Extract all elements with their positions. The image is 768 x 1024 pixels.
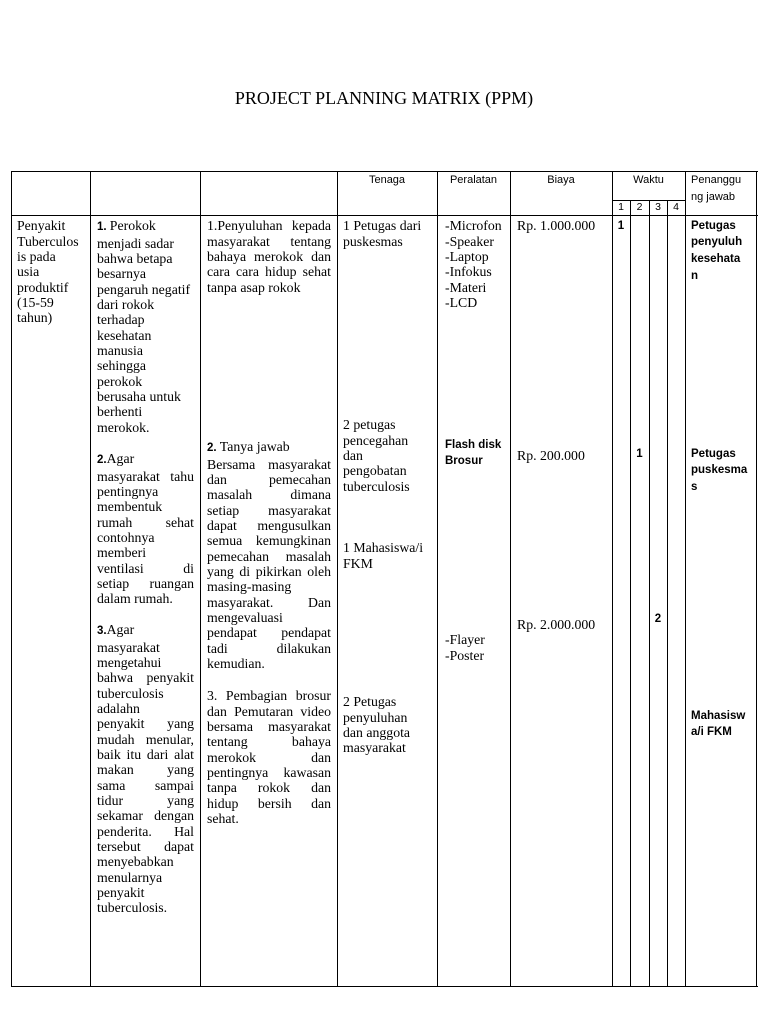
penanggung-jawab-line-text: s — [691, 481, 698, 494]
activity-line-text: tanpa asap rokok — [207, 279, 301, 295]
objective-line — [97, 297, 194, 312]
activity-line-text: bersama masyarakat — [207, 718, 331, 734]
peralatan-line-text: -Laptop — [445, 248, 489, 264]
objective-line-text: setiap ruangan — [97, 576, 194, 592]
header-tenaga: Tenaga — [368, 173, 406, 186]
objective-line — [97, 374, 194, 389]
objective-line-text: bahwa penyakit — [97, 670, 194, 686]
activity-line-text: masyarakat. Dan — [207, 594, 331, 610]
objective-line — [97, 716, 194, 731]
tenaga-line-text: pengobatan — [343, 463, 407, 479]
objective-1 — [97, 218, 194, 435]
peralatan-line-text: -Flayer — [445, 632, 485, 648]
penanggung-jawab-line-text: kesehata — [691, 253, 741, 266]
objective-line — [97, 900, 194, 915]
penanggung-jawab-3 — [691, 708, 755, 742]
objective-line-text: contohnya — [97, 530, 155, 546]
penanggung-jawab-line — [691, 462, 755, 479]
tenaga-line-text: masyarakat — [343, 740, 406, 756]
activity-line — [207, 249, 331, 264]
penanggung-jawab-line-text: Petugas — [691, 447, 736, 460]
biaya-2: Rp. 200.000 — [517, 448, 585, 464]
activity-line-text: mengevaluasi — [207, 610, 283, 626]
peralatan-line-text: -LCD — [445, 295, 478, 311]
tenaga-line — [343, 479, 433, 494]
column-border — [337, 171, 338, 987]
activity-line-text: setiap masyarakat — [207, 502, 331, 518]
objective-line — [97, 343, 194, 358]
waktu-period-3: 3 — [655, 201, 661, 213]
objective-line — [97, 484, 194, 499]
waktu-mark: 1 — [617, 219, 625, 232]
activity-line — [207, 595, 331, 610]
problem-line-text: (15-59 — [17, 295, 54, 311]
activity-line — [207, 472, 331, 487]
objective-line — [97, 808, 194, 823]
penanggung-jawab-line-text: Petugas — [691, 219, 736, 232]
activity-line-text: Bersama masyarakat — [207, 456, 331, 472]
objective-line-text: baik itu dari alat — [97, 747, 194, 763]
item-number: 2. — [97, 454, 107, 467]
penanggung-jawab-line — [691, 708, 755, 725]
problem-line-text: is pada — [17, 248, 56, 264]
objective-line-text: sama sampai — [97, 777, 194, 793]
objective-line-text: berusaha untuk — [97, 389, 181, 405]
activity-line — [207, 610, 331, 625]
activity-line-text: masyarakat tentang — [207, 233, 331, 249]
objective-line-text: Agar — [106, 622, 135, 638]
column-border — [756, 171, 757, 987]
problem-line-text: Tuberculos — [17, 233, 79, 249]
objective-line-text: bahwa betapa — [97, 250, 173, 266]
activity-line — [207, 503, 331, 518]
penanggung-jawab-line — [691, 446, 755, 463]
objective-line — [97, 655, 194, 670]
activity-line-text: bahaya merokok dan — [207, 248, 331, 264]
objective-line-text: terhadap — [97, 312, 145, 328]
peralatan-line-text: -Infokus — [445, 264, 492, 280]
activity-line — [207, 625, 331, 640]
objective-line — [97, 591, 194, 606]
peralatan-2 — [445, 437, 507, 471]
activity-3 — [207, 688, 331, 826]
objective-line-text: dalam rumah. — [97, 591, 173, 607]
column-border — [685, 171, 686, 987]
objective-line — [97, 545, 194, 560]
penanggung-jawab-line — [691, 479, 755, 496]
objective-line-text: merokok. — [97, 419, 150, 435]
objective-2 — [97, 451, 194, 606]
activity-line-text: Tanya jawab — [219, 439, 290, 455]
objective-line — [97, 839, 194, 854]
tenaga-line — [343, 740, 433, 755]
biaya-3: Rp. 2.000.000 — [517, 617, 596, 633]
tenaga-line — [343, 234, 433, 249]
activity-line-text: dapat mengusulkan — [207, 518, 331, 534]
waktu-period-4: 4 — [673, 201, 679, 213]
tenaga-line-text: pencegahan — [343, 432, 409, 448]
activity-line — [207, 533, 331, 548]
objective-line — [97, 622, 194, 639]
activity-line-text: cara cara hidup sehat — [207, 264, 331, 280]
problem-line-text: produktif — [17, 279, 69, 295]
objective-3 — [97, 622, 194, 916]
activity-line-text: 1.Penyuluhan kepada — [207, 218, 331, 234]
peralatan-line — [445, 249, 507, 264]
peralatan-3 — [445, 632, 507, 663]
activity-line — [207, 765, 331, 780]
penanggung-jawab-line-text: n — [691, 269, 699, 282]
objective-line-text: menjadi sadar — [97, 235, 175, 251]
tenaga-line-text: 1 Petugas dari — [343, 218, 422, 234]
objective-line-text: besarnya — [97, 266, 147, 282]
objective-line-text: tidur yang — [97, 793, 194, 809]
activity-line-text: tadi dilakukan — [207, 640, 331, 656]
tenaga-line — [343, 433, 433, 448]
objective-line-text: pengaruh negatif — [97, 281, 191, 297]
activity-line-text: hidup bersih dan — [207, 795, 331, 811]
column-border — [612, 171, 613, 987]
peralatan-line-text: -Microfon — [445, 218, 502, 234]
peralatan-line — [445, 295, 507, 310]
objective-line — [97, 762, 194, 777]
tenaga-4 — [343, 694, 433, 755]
activity-line-text: semua kemungkinan — [207, 533, 331, 549]
penanggung-jawab-line — [691, 234, 755, 251]
problem-line — [17, 249, 87, 264]
peralatan-line — [445, 437, 507, 454]
activity-line — [207, 704, 331, 719]
problem-line — [17, 264, 87, 279]
objective-line-text: Agar — [106, 451, 135, 467]
header-penanggung-jawab — [691, 172, 741, 206]
objective-line — [97, 885, 194, 900]
peralatan-line-text: Brosur — [445, 455, 483, 468]
item-number: 1. — [97, 221, 110, 234]
objective-line-text: sehingga — [97, 358, 147, 374]
activity-line — [207, 439, 331, 456]
tenaga-2 — [343, 417, 433, 494]
objective-line — [97, 282, 194, 297]
activity-line-text: tentang bahaya — [207, 734, 331, 750]
objective-line-text: membentuk — [97, 499, 163, 515]
tenaga-line-text: 2 petugas — [343, 417, 396, 433]
waktu-period-2: 2 — [636, 201, 643, 213]
objective-line — [97, 312, 194, 327]
objective-line-text: Perokok — [109, 218, 156, 234]
item-number: 3. — [97, 625, 107, 638]
tenaga-line-text: 2 Petugas — [343, 694, 397, 710]
tenaga-line — [343, 463, 433, 478]
activity-line-text: pemecahan masalah — [207, 548, 331, 564]
activity-line — [207, 218, 331, 233]
activity-2 — [207, 439, 331, 671]
column-border — [11, 171, 12, 987]
header-waktu: Waktu — [633, 173, 664, 186]
activity-line — [207, 518, 331, 533]
objective-line — [97, 686, 194, 701]
activity-line-text: kemudian. — [207, 656, 265, 672]
peralatan-line — [445, 453, 507, 470]
document-title: PROJECT PLANNING MATRIX (PPM) — [234, 88, 534, 108]
objective-line-text: menyebabkan — [97, 854, 174, 870]
waktu-mark: 2 — [654, 612, 662, 625]
penanggung-jawab-line-text: a/i FKM — [691, 726, 732, 739]
objective-line — [97, 358, 194, 373]
objective-line-text: penyakit yang — [97, 716, 194, 732]
header-bottom-border — [11, 215, 758, 216]
objective-line-text: penderita. Hal — [97, 823, 194, 839]
tenaga-line — [343, 694, 433, 709]
tenaga-1 — [343, 218, 433, 249]
objective-line-text: sekamar dengan — [97, 808, 194, 824]
activity-line — [207, 780, 331, 795]
objective-line-text: dari rokok — [97, 297, 155, 313]
activity-line — [207, 457, 331, 472]
activity-line — [207, 750, 331, 765]
activity-line — [207, 796, 331, 811]
objective-line-text: makan yang — [97, 762, 194, 778]
activity-line — [207, 719, 331, 734]
objective-line — [97, 640, 194, 655]
peralatan-line-text: -Poster — [445, 647, 485, 663]
peralatan-1 — [445, 218, 507, 310]
peralatan-line — [445, 648, 507, 663]
period-border — [630, 200, 631, 987]
problem-line — [17, 310, 87, 325]
objective-line — [97, 670, 194, 685]
column-border — [90, 171, 91, 987]
penanggung-jawab-line-text: Mahasisw — [691, 709, 746, 722]
penanggung-jawab-1 — [691, 218, 755, 285]
biaya-1: Rp. 1.000.000 — [517, 218, 596, 234]
problem-line — [17, 218, 87, 233]
penanggung-jawab-line-text: penyuluh — [691, 236, 743, 249]
problem-line — [17, 295, 87, 310]
tenaga-line-text: dan — [343, 447, 363, 463]
activity-line — [207, 280, 331, 295]
activity-line — [207, 234, 331, 249]
table-bottom-border — [11, 986, 758, 987]
peralatan-line — [445, 218, 507, 233]
objective-line — [97, 218, 194, 235]
objective-line — [97, 328, 194, 343]
activity-line — [207, 564, 331, 579]
tenaga-line — [343, 417, 433, 432]
objective-line-text: penyakit — [97, 885, 145, 901]
period-border — [667, 200, 668, 987]
tenaga-line — [343, 448, 433, 463]
objective-line-text: kesehatan — [97, 327, 152, 343]
item-number: 2. — [207, 442, 220, 455]
tenaga-line-text: penyuluhan — [343, 709, 408, 725]
tenaga-line-text: 1 Mahasiswa/i — [343, 540, 424, 556]
activity-line-text: merokok dan — [207, 749, 331, 765]
waktu-period-1: 1 — [618, 201, 624, 213]
tenaga-line-text: puskesmas — [343, 233, 403, 249]
activity-line — [207, 579, 331, 594]
objective-line-text: tuberculosis. — [97, 900, 168, 916]
activity-line-text: pentingnya kawasan — [207, 765, 331, 781]
column-border — [200, 171, 201, 987]
activity-line — [207, 811, 331, 826]
objective-line — [97, 251, 194, 266]
tenaga-line-text: tuberculosis — [343, 478, 410, 494]
activity-line-text: tanpa rokok dan — [207, 780, 331, 796]
objective-line — [97, 389, 194, 404]
peralatan-line — [445, 264, 507, 279]
objective-line-text: adalahn — [97, 701, 140, 717]
objective-line-text: berhenti — [97, 404, 143, 420]
header-peralatan: Peralatan — [449, 173, 498, 186]
activity-line — [207, 264, 331, 279]
objective-line — [97, 576, 194, 591]
header-penanggung-jawab-line: ng jawab — [691, 190, 736, 203]
tenaga-line — [343, 725, 433, 740]
problem-line-text: tahun) — [17, 310, 53, 326]
objective-line — [97, 732, 194, 747]
objective-line-text: mengetahui — [97, 654, 162, 670]
tenaga-line — [343, 556, 433, 571]
penanggung-jawab-2 — [691, 446, 755, 496]
header-penanggung-jawab-line: Penanggu — [691, 173, 742, 186]
activity-line-text: masalah dimana — [207, 487, 331, 503]
objective-line-text: perokok — [97, 373, 143, 389]
objective-line-text: ventilasi di — [97, 560, 194, 576]
activity-line — [207, 487, 331, 502]
activity-line-text: pendapat pendapat — [207, 625, 331, 641]
objective-line — [97, 515, 194, 530]
objective-line — [97, 236, 194, 251]
objective-line-text: pentingnya — [97, 483, 159, 499]
waktu-mark: 1 — [636, 447, 643, 460]
activity-line — [207, 734, 331, 749]
activity-line-text: sehat. — [207, 811, 239, 827]
objective-line — [97, 469, 194, 484]
objective-line-text: manusia — [97, 343, 143, 359]
tenaga-3 — [343, 540, 433, 571]
penanggung-jawab-line — [691, 251, 755, 268]
peralatan-line-text: Flash disk — [445, 438, 502, 451]
header-biaya: Biaya — [547, 173, 575, 186]
activity-line — [207, 549, 331, 564]
objective-line-text: mudah menular, — [97, 731, 194, 747]
activity-line — [207, 688, 331, 703]
problem-line — [17, 280, 87, 295]
objective-line-text: masyarakat tahu — [97, 468, 194, 484]
tenaga-line — [343, 218, 433, 233]
penanggung-jawab-line — [691, 218, 755, 235]
objective-line — [97, 530, 194, 545]
peralatan-line-text: -Materi — [445, 279, 487, 295]
peralatan-line — [445, 234, 507, 249]
objective-line-text: menularnya — [97, 869, 163, 885]
peralatan-line-text: -Speaker — [445, 233, 495, 249]
objective-line — [97, 747, 194, 762]
objective-line — [97, 854, 194, 869]
peralatan-line — [445, 632, 507, 647]
peralatan-line — [445, 280, 507, 295]
objective-line-text: tuberculosis — [97, 685, 164, 701]
penanggung-jawab-line — [691, 724, 755, 741]
problem-line — [17, 234, 87, 249]
activity-1 — [207, 218, 331, 295]
objective-line — [97, 404, 194, 419]
problem-line-text: usia — [17, 264, 40, 280]
activity-line-text: yang di pikirkan oleh — [207, 564, 331, 580]
objective-line-text: masyarakat — [97, 639, 160, 655]
objective-line — [97, 701, 194, 716]
objective-line-text: memberi — [97, 545, 147, 561]
tenaga-line-text: dan anggota — [343, 724, 411, 740]
objective-line — [97, 824, 194, 839]
objective-line — [97, 561, 194, 576]
problem-cell — [17, 218, 87, 325]
activity-line-text: 3. Pembagian brosur — [207, 688, 331, 704]
activity-line-text: dan Pemutaran video — [207, 703, 331, 719]
objective-line — [97, 266, 194, 281]
objective-line-text: tersebut dapat — [97, 839, 194, 855]
column-border — [437, 171, 438, 987]
activity-line — [207, 656, 331, 671]
column-border — [510, 171, 511, 987]
activity-line — [207, 641, 331, 656]
objective-line — [97, 451, 194, 468]
activity-line-text: dan pemecahan — [207, 471, 331, 487]
objective-line-text: rumah sehat — [97, 514, 194, 530]
objective-line — [97, 778, 194, 793]
activity-line-text: masing-masing — [207, 579, 292, 595]
period-border — [649, 200, 650, 987]
tenaga-line — [343, 540, 433, 555]
penanggung-jawab-line-text: puskesma — [691, 464, 748, 477]
objective-line — [97, 420, 194, 435]
objective-line — [97, 793, 194, 808]
penanggung-jawab-line — [691, 268, 755, 285]
objective-line — [97, 870, 194, 885]
problem-line-text: Penyakit — [17, 218, 66, 234]
tenaga-line-text: FKM — [343, 555, 373, 571]
objective-line — [97, 499, 194, 514]
tenaga-line — [343, 710, 433, 725]
